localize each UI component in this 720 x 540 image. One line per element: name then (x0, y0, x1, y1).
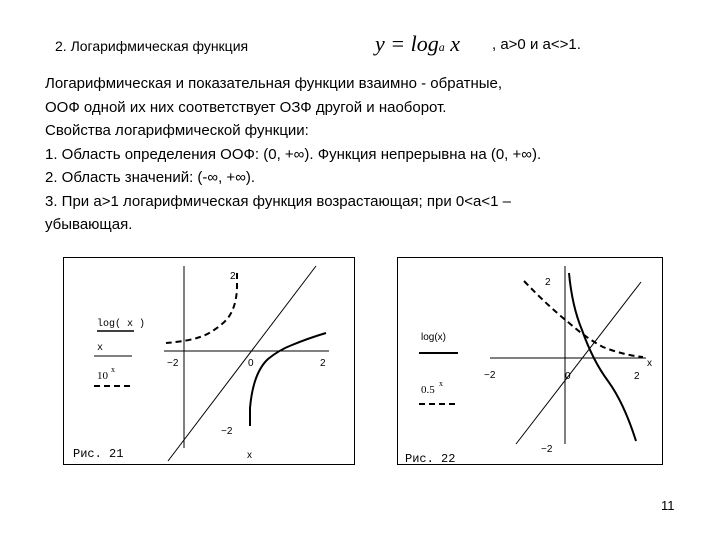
xtick-origin: 0 (565, 371, 571, 382)
formula-base: a (438, 40, 445, 54)
legend-label-log: log(x) (421, 332, 447, 343)
formula-condition: , a>0 и a<>1. (492, 36, 581, 53)
axis-label-x: x (647, 358, 652, 369)
ytick-bottom: −2 (541, 444, 553, 455)
figure-caption: Рис. 22 (405, 452, 456, 464)
xtick-left: −2 (167, 358, 179, 369)
section-title: 2. Логарифмическая функция (55, 38, 249, 54)
body-line: ООФ одной их них соответствует ОЗФ другой и наоборот. (45, 98, 447, 116)
line-x (516, 282, 641, 444)
xtick-right: 2 (634, 371, 640, 382)
body-line: убывающая. (45, 216, 133, 233)
body-line: 1. Область определения ООФ: (0, +∞). Функция непрерывна на (0, +∞). (45, 145, 542, 163)
axis-label-x: x (247, 450, 252, 461)
legend-label-0-5: 0.5 (421, 384, 435, 396)
curve-log-x (569, 273, 636, 441)
legend-label-x: x (97, 343, 104, 354)
ytick-top: 2 (545, 277, 551, 288)
xtick-left: −2 (484, 370, 496, 381)
curve-0-5-pow-x (524, 281, 643, 357)
figure-21-plot (64, 258, 354, 464)
xtick-right: 2 (320, 358, 326, 369)
xtick-origin: 0 (248, 358, 254, 369)
body-line: 3. При a>1 логарифмическая функция возрастающая; при 0<a<1 – (45, 192, 511, 210)
legend-label-log: log( x ) (97, 319, 146, 330)
figure-22 (397, 257, 663, 465)
page-number: 11 (661, 498, 675, 513)
body-line: 2. Область значений: (-∞, +∞). (45, 169, 256, 186)
legend-exponent-10: x (111, 365, 115, 374)
formula (375, 31, 460, 57)
curve-10-pow-x (166, 273, 237, 343)
body-line: Свойства логарифмической функции: (45, 122, 309, 139)
ytick-top: 2 (230, 271, 236, 282)
formula-lhs: y = log (375, 31, 439, 56)
body-text (45, 72, 541, 237)
ytick-bottom: −2 (221, 426, 233, 437)
legend-label-10: 10 (97, 370, 108, 382)
figure-caption: Рис. 21 (73, 447, 124, 461)
formula-arg: x (450, 31, 460, 56)
line-x (168, 266, 316, 461)
figure-21 (63, 257, 355, 465)
curve-log-x (250, 333, 326, 426)
body-line: Логарифмическая и показательная функции взаимно - обратные, (45, 75, 503, 92)
legend-exponent-0-5: x (439, 379, 443, 388)
figure-22-plot (398, 258, 662, 464)
